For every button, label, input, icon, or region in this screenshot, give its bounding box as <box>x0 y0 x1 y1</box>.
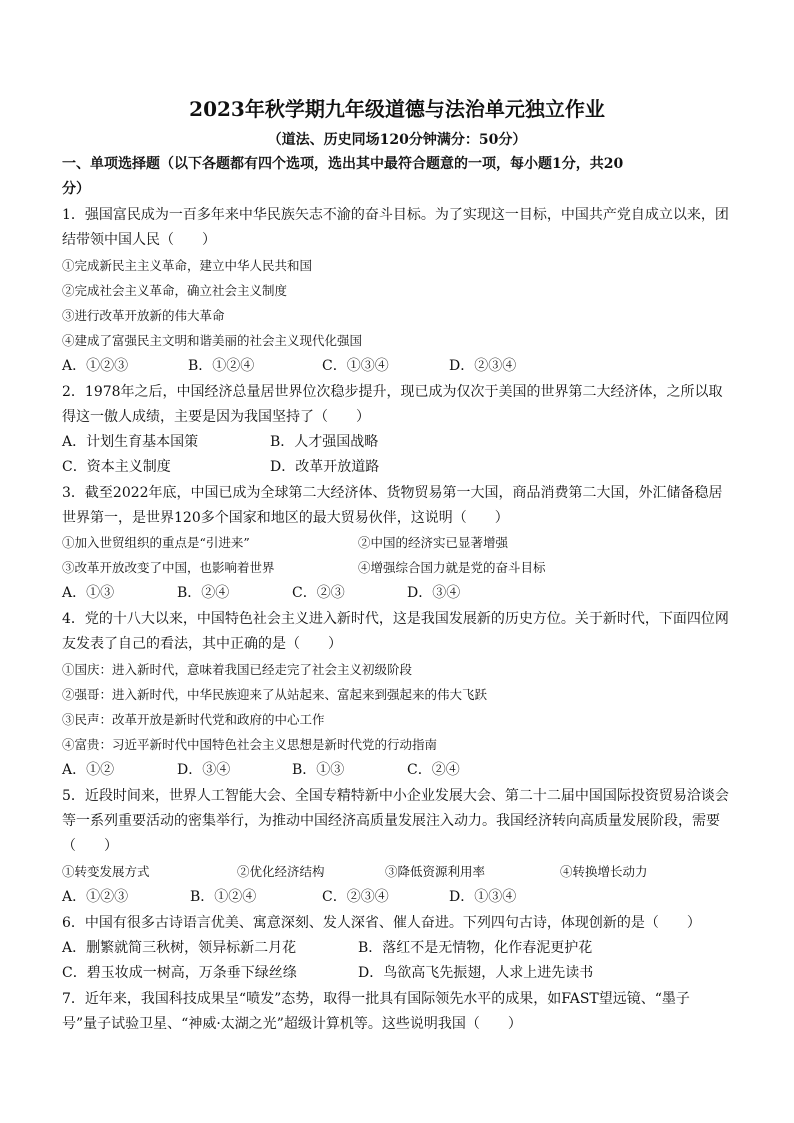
q5-stem: 5．近段时间来，世界人工智能大会、全国专精特新中小企业发展大会、第二十二届中国国际投资贸易洽谈会 <box>62 788 729 804</box>
q2-option-c[interactable]: C．资本主义制度 <box>62 459 171 475</box>
q5-stem-cont-2: （ ） <box>62 838 118 854</box>
q1-statement-2: ②完成社会主义革命，确立社会主义制度 <box>62 283 288 298</box>
q2-stem-cont: 得这一傲人成绩，主要是因为我国坚持了（ ） <box>62 409 370 425</box>
q2-option-a[interactable]: A．计划生育基本国策 <box>62 434 199 450</box>
q7-stem: 7．近年来，我国科技成果呈“喷发”态势，取得一批具有国际领先水平的成果，如FAST望远镜、“墨子 <box>62 991 690 1007</box>
q6-option-c[interactable]: C．碧玉妆成一树高，万条垂下绿丝绦 <box>62 965 297 981</box>
q3-statement-3: ③改革开放改变了中国，也影响着世界 <box>62 560 275 575</box>
q3-statement-2: ②中国的经济实已显著增强 <box>358 535 509 550</box>
q6-stem: 6．中国有很多古诗语言优美、寓意深刻、发人深省、催人奋进。下列四句古诗，体现创新的是（ ） <box>62 915 701 931</box>
q2-option-b[interactable]: B．人才强国战略 <box>270 434 379 450</box>
q5-option-d[interactable]: D．①③④ <box>449 889 517 905</box>
q3-option-a[interactable]: A．①③ <box>62 585 115 601</box>
q5-option-b[interactable]: B．①②④ <box>190 889 257 905</box>
section-heading: 一、单项选择题（以下各题都有四个选项，选出其中最符合题意的一项，每小题1分，共20 <box>62 156 624 172</box>
q5-statement-2: ②优化经济结构 <box>237 864 325 879</box>
q3-statement-4: ④增强综合国力就是党的奋斗目标 <box>358 560 546 575</box>
q4-stem: 4．党的十八大以来，中国特色社会主义进入新时代，这是我国发展新的历史方位。关于新时代，下面四位网 <box>62 611 729 627</box>
q1-option-a[interactable]: A．①②③ <box>62 358 129 374</box>
q6-option-b[interactable]: B．落红不是无情物，化作春泥更护花 <box>358 940 593 956</box>
q1-option-c[interactable]: C．①③④ <box>322 358 389 374</box>
q5-statement-1: ①转变发展方式 <box>62 864 150 879</box>
q4-statement-1: ①国庆：进入新时代，意味着我国已经走完了社会主义初级阶段 <box>62 662 413 677</box>
q3-stem-cont: 世界第一，是世界120多个国家和地区的最大贸易伙伴，这说明（ ） <box>62 510 509 526</box>
q4-statement-4: ④富贵：习近平新时代中国特色社会主义思想是新时代党的行动指南 <box>62 737 438 752</box>
q4-statement-2: ②强哥：进入新时代，中华民族迎来了从站起来、富起来到强起来的伟大飞跃 <box>62 687 488 702</box>
page-subtitle: （道法、历史同场120分钟满分：50分） <box>267 132 527 148</box>
q7-stem-cont: 号”量子试验卫星、“神威·太湖之光”超级计算机等。这些说明我国（ ） <box>62 1016 522 1032</box>
q3-stem: 3．截至2022年底，中国已成为全球第二大经济体、货物贸易第一大国，商品消费第二大国，外汇储备稳居 <box>62 485 723 501</box>
q4-statement-3: ③民声：改革开放是新时代党和政府的中心工作 <box>62 712 325 727</box>
q1-statement-4: ④建成了富强民主文明和谐美丽的社会主义现代化强国 <box>62 333 363 348</box>
q4-option-d[interactable]: C．②④ <box>407 762 460 778</box>
q5-statement-3: ③降低资源利用率 <box>385 864 486 879</box>
q5-option-c[interactable]: C．②③④ <box>322 889 389 905</box>
q1-stem: 1．强国富民成为一百多年来中华民族矢志不渝的奋斗目标。为了实现这一目标，中国共产党自成立以来，团 <box>62 207 729 223</box>
q3-option-c[interactable]: C．②③ <box>292 585 345 601</box>
q3-option-b[interactable]: B．②④ <box>177 585 230 601</box>
q5-statement-4: ④转换增长动力 <box>560 864 648 879</box>
q6-option-a[interactable]: A．删繁就简三秋树，领异标新二月花 <box>62 940 297 956</box>
page-title: 2023年秋学期九年级道德与法治单元独立作业 <box>189 97 605 121</box>
q5-stem-cont: 等一系列重要活动的密集举行，为推动中国经济高质量发展注入动力。我国经济转向高质量发展阶段，需要 <box>62 813 720 829</box>
q5-option-a[interactable]: A．①②③ <box>62 889 129 905</box>
q2-option-d[interactable]: D．改革开放道路 <box>270 459 380 475</box>
q4-option-b[interactable]: D．③④ <box>177 762 231 778</box>
q4-option-c[interactable]: B．①③ <box>292 762 345 778</box>
q6-option-d[interactable]: D．鸟欲高飞先振翅，人求上进先读书 <box>358 965 594 981</box>
q3-option-d[interactable]: D．③④ <box>407 585 461 601</box>
q3-statement-1: ①加入世贸组织的重点是“引进来” <box>62 535 250 550</box>
q4-stem-cont: 友发表了自己的看法，其中正确的是（ ） <box>62 636 342 652</box>
q1-option-d[interactable]: D．②③④ <box>449 358 517 374</box>
q1-stem-cont: 结带领中国人民（ ） <box>62 232 216 248</box>
q1-option-b[interactable]: B．①②④ <box>188 358 255 374</box>
q2-stem: 2．1978年之后，中国经济总量居世界位次稳步提升，现已成为仅次于美国的世界第二大经济体，之所以取 <box>62 384 723 400</box>
q1-statement-3: ③进行改革开放新的伟大革命 <box>62 308 225 323</box>
q1-statement-1: ①完成新民主主义革命，建立中华人民共和国 <box>62 258 313 273</box>
section-heading-cont: 分） <box>62 181 90 197</box>
q4-option-a[interactable]: A．①② <box>62 762 115 778</box>
